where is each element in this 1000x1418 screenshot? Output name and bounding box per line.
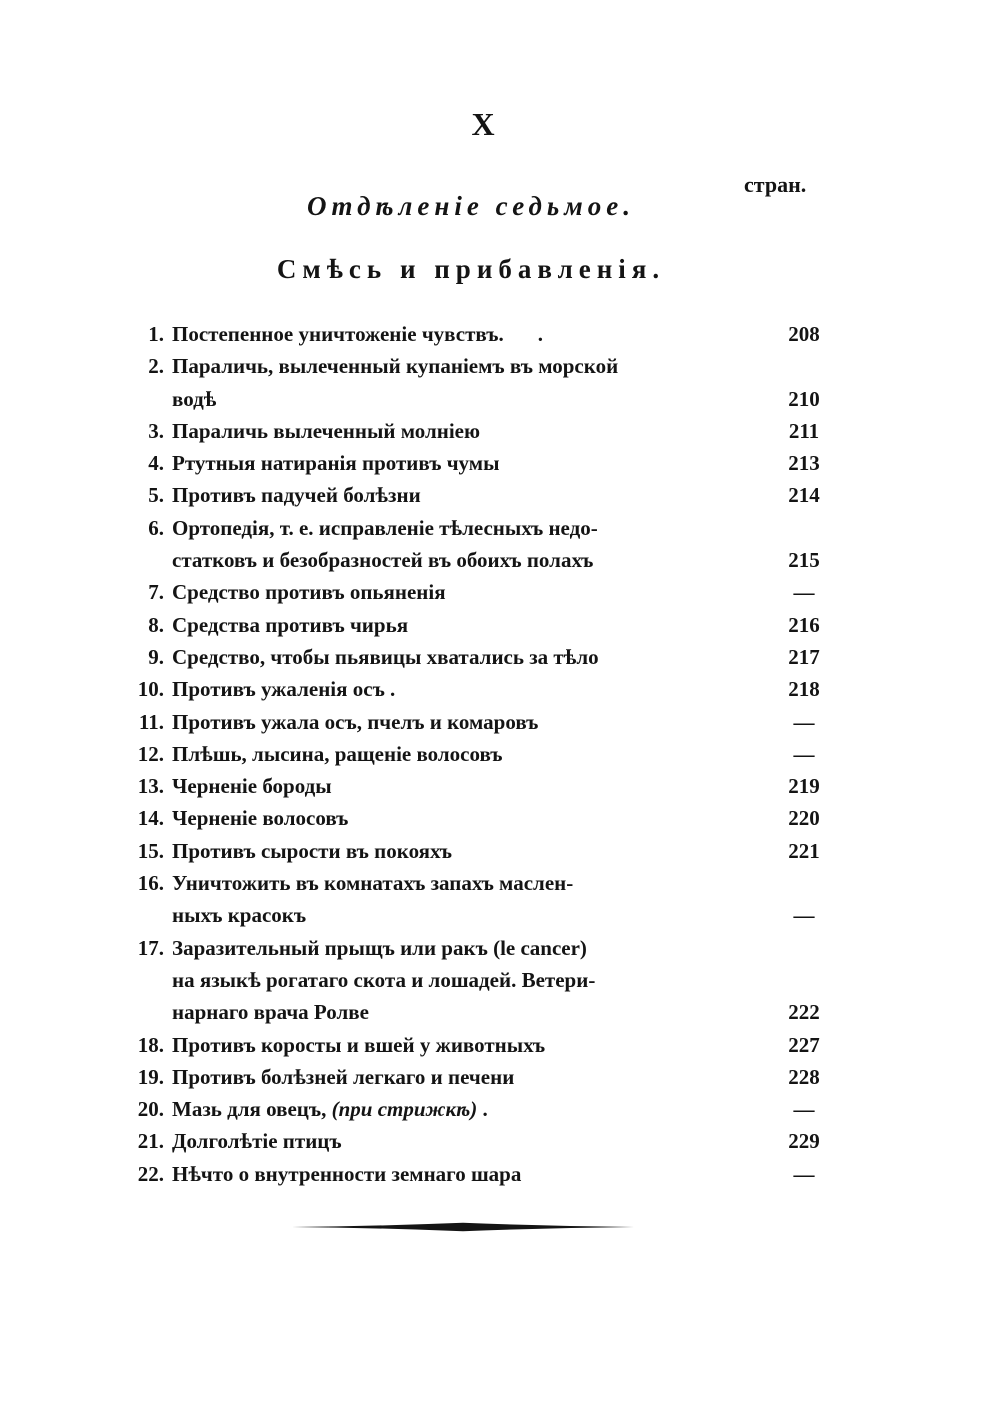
entry-title: Противъ ужаленія осъ . [172, 677, 396, 702]
entry-page: 228 [788, 1064, 820, 1089]
entry-page: 220 [788, 806, 820, 831]
entry-page: 227 [788, 1032, 820, 1057]
toc-entry-continuation [0, 899, 1000, 931]
toc-entry [0, 738, 1000, 770]
entry-title: Мазь для овецъ, [172, 1097, 327, 1122]
entry-title: Параличь вылеченный молніею [172, 418, 481, 443]
entry-title-continued: ныхъ красокъ [172, 903, 307, 928]
entry-number: 12. [137, 741, 164, 766]
toc-entry [0, 415, 1000, 447]
entry-number: 20. [137, 1097, 164, 1122]
entry-number: 5. [148, 483, 164, 508]
entry-title: Черненіе бороды [172, 774, 332, 799]
toc-entry [0, 479, 1000, 511]
table-of-contents [0, 318, 1000, 1190]
toc-entry-continuation [0, 996, 1000, 1028]
toc-entry [0, 802, 1000, 834]
entry-page: 229 [788, 1129, 820, 1154]
entry-title: Долголѣтіе птицъ [172, 1129, 342, 1154]
toc-entry [0, 1029, 1000, 1061]
toc-entry [0, 609, 1000, 641]
decorative-end-rule [292, 1222, 634, 1232]
toc-entry [0, 1158, 1000, 1190]
entry-leader: . [537, 322, 543, 346]
toc-entry-continuation [0, 964, 1000, 996]
entry-title-continued: статковъ и безобразностей въ обоихъ полахъ [172, 548, 594, 573]
toc-entry [0, 641, 1000, 673]
entry-title: Постепенное уничтоженіе чувствъ. [172, 322, 504, 346]
entry-page: — [793, 709, 815, 734]
entry-title: Противъ ужала осъ, пчелъ и комаровъ [172, 709, 539, 734]
toc-entry [0, 512, 1000, 544]
entry-title: Ртутныя натиранія противъ чумы [172, 451, 500, 476]
entry-number: 1. [148, 322, 164, 346]
entry-number: 11. [138, 709, 164, 734]
toc-entry [0, 1093, 1000, 1125]
entry-number: 15. [137, 838, 164, 863]
entry-number: 16. [137, 871, 164, 896]
entry-title-continued: нарнаго врача Ролве [172, 1000, 369, 1025]
toc-entry [0, 867, 1000, 899]
entry-title-continued: на языкѣ рогатаго скота и лошадей. Ветери- [172, 967, 596, 992]
entry-number: 9. [148, 644, 164, 669]
page-column-label: стран. [744, 172, 807, 197]
entry-number: 8. [148, 612, 164, 637]
entry-title: Уничтожить въ комнатахъ запахъ маслен- [172, 871, 574, 896]
entry-number: 13. [137, 774, 164, 799]
toc-entry [0, 576, 1000, 608]
entry-title: Противъ падучей болѣзни [172, 483, 421, 508]
entry-number: 10. [137, 677, 164, 702]
entry-title: Нѣчто о внутренности земнаго шара [172, 1161, 522, 1186]
entry-title: Плѣшь, лысина, ращеніе волосовъ [172, 741, 503, 766]
toc-entry-continuation [0, 544, 1000, 576]
entry-title-italic: (при стрижкѣ) [331, 1097, 478, 1122]
entry-number: 21. [137, 1129, 164, 1154]
entry-title: Средство, чтобы пьявицы хватались за тѣло [172, 644, 599, 669]
toc-entry-continuation [0, 383, 1000, 415]
entry-number: 3. [148, 418, 164, 443]
entry-page: — [793, 1097, 815, 1122]
page-number: X [471, 106, 495, 142]
entry-page: 210 [788, 386, 820, 411]
entry-page: — [793, 741, 815, 766]
entry-number: 6. [148, 515, 164, 540]
toc-entry [0, 932, 1000, 964]
toc-entry [0, 770, 1000, 802]
toc-entry [0, 318, 1000, 350]
entry-number: 4. [148, 451, 164, 476]
entry-title: Противъ коросты и вшей у животныхъ [172, 1032, 546, 1057]
section-subtitle: Смѣсь и прибавленія. [276, 254, 666, 284]
entry-page: 222 [788, 1000, 820, 1025]
toc-entry [0, 1125, 1000, 1157]
entry-page: 208 [788, 322, 820, 346]
entry-page: 213 [788, 451, 820, 476]
entry-number: 19. [137, 1064, 164, 1089]
entry-title-tail: . [482, 1097, 488, 1122]
entry-page: 221 [788, 838, 820, 863]
entry-page: 219 [788, 774, 820, 799]
entry-title: Черненіе волосовъ [172, 806, 349, 831]
section-title: Отдѣленіе седьмое. [306, 191, 636, 221]
entry-page: 216 [788, 612, 820, 637]
entry-page: 214 [788, 483, 820, 508]
entry-title: Противъ болѣзней легкаго и печени [172, 1064, 515, 1089]
entry-page: — [793, 580, 815, 605]
entry-title: Заразительный прыщъ или ракъ (le cancer) [172, 935, 587, 960]
entry-title-continued: водѣ [172, 386, 217, 411]
entry-page: 211 [788, 418, 820, 443]
entry-number: 22. [137, 1161, 164, 1186]
entry-title: Средства противъ чирья [172, 612, 409, 637]
toc-entry [0, 447, 1000, 479]
toc-entry [0, 673, 1000, 705]
toc-entry [0, 706, 1000, 738]
entry-title: Средство противъ опьяненія [172, 580, 446, 605]
entry-title: Параличь, вылеченный купаніемъ въ морской [172, 354, 619, 379]
entry-number: 2. [148, 354, 164, 379]
toc-entry [0, 1061, 1000, 1093]
entry-number: 17. [137, 935, 164, 960]
entry-page: 215 [788, 548, 820, 573]
entry-page: 217 [788, 644, 820, 669]
entry-number: 18. [137, 1032, 164, 1057]
toc-entry [0, 350, 1000, 382]
entry-page: 218 [788, 677, 820, 702]
entry-number: 7. [148, 580, 164, 605]
entry-title: Ортопедія, т. е. исправленіе тѣлесныхъ недо- [172, 515, 598, 540]
entry-number: 14. [137, 806, 164, 831]
entry-title: Противъ сырости въ покояхъ [172, 838, 452, 863]
toc-entry [0, 835, 1000, 867]
entry-page: — [793, 1161, 815, 1186]
entry-page: — [793, 903, 815, 928]
